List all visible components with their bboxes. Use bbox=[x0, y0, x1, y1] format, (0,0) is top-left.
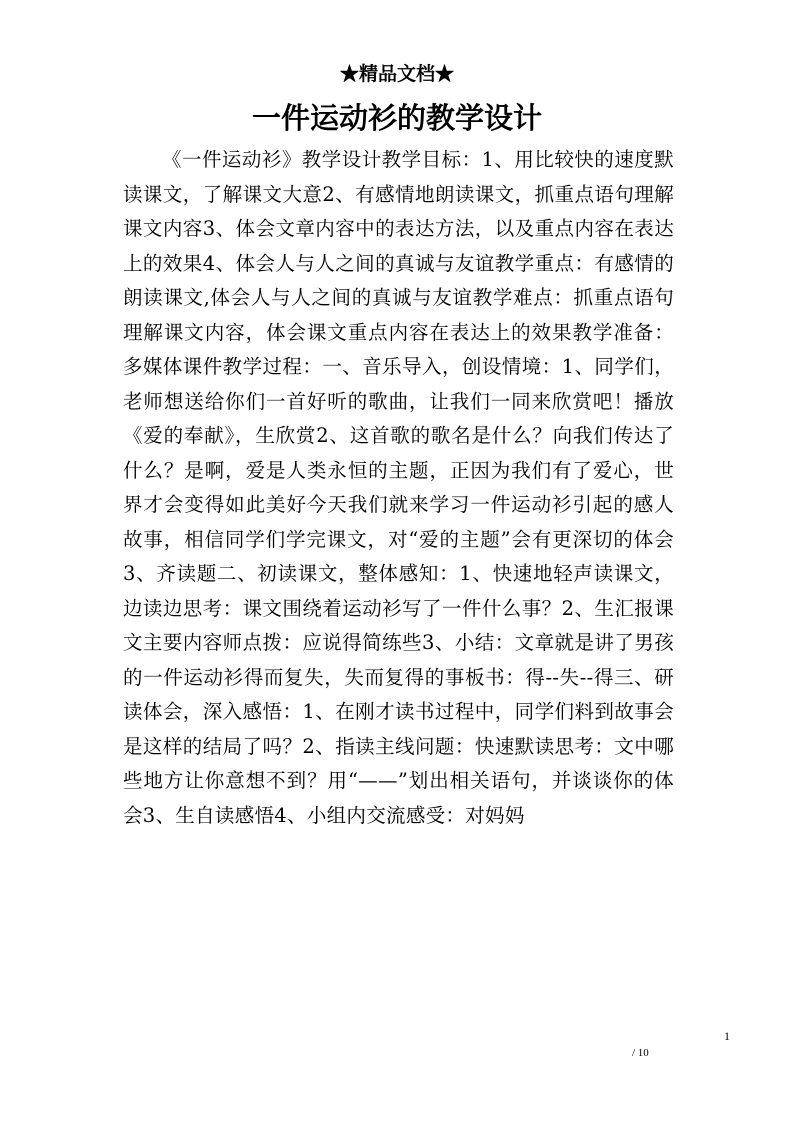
page-total: / 10 bbox=[632, 1047, 649, 1059]
page-number: 1 bbox=[724, 1029, 730, 1043]
document-header: ★精品文档★ bbox=[339, 63, 454, 85]
document-body: 《一件运动衫》教学设计教学目标：1、用比较快的速度默读课文，了解课文大意2、有感情地朗读课文，抓重点语句理解课文内容3、体会文章内容中的表达方法，以及重点内容在表达上的效果4、体会人与人之间的真诚与友谊教学重点：有感情的朗读课文,体会人与人之间的真诚与友谊教学难点：抓重点语句理解课文内容，体会课文重点内容在表达上的效果教学准备：多媒体课件教学过程：一、音乐导入，创设情境：1、同学们，老师想送给你们一首好听的歌曲，让我们一同来欣赏吧！播放《爱的奉献》，生欣赏2、这首歌的歌名是什么？向我们传达了什么？是啊，爱是人类永恒的主题，正因为我们有了爱心，世界才会变得如此美好今天我们就来学习一件运动衫引起的感人故事，相信同学们学完课文，对“爱的主题”会有更深切的体会3、齐读题二、初读课文，整体感知：1、快速地轻声读课文，边读边思考：课文围绕着运动衫写了一件什么事？2、生汇报课文主要内容师点拨：应说得简练些3、小结：文章就是讲了男孩的一件运动衫得而复失，失而复得的事板书：得--失--得三、研读体会，深入感悟：1、在刚才读书过程中，同学们料到故事会是这样的结局了吗？2、指读主线问题：快速默读思考：文中哪些地方让你意想不到？用“——”划出相关语句，并谈谈你的体会3、生自读感悟4、小组内交流感受：对妈妈 bbox=[123, 148, 674, 827]
document-title: 一件运动衫的教学设计 bbox=[251, 101, 542, 135]
